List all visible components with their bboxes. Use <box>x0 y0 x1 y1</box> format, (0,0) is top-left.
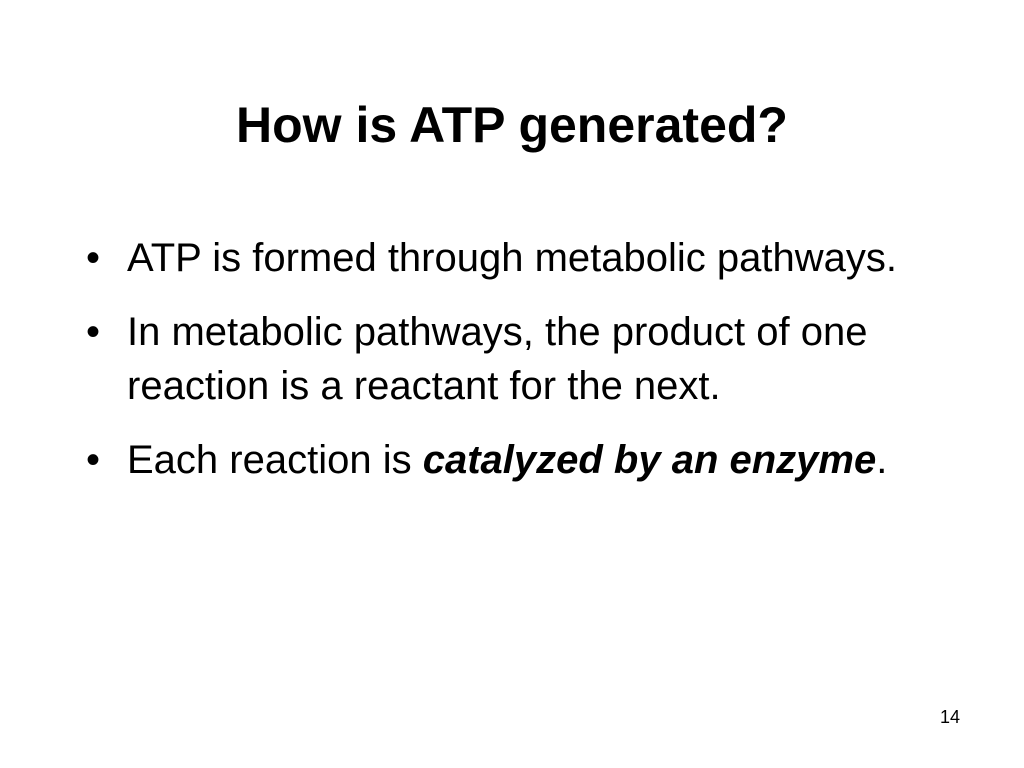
bullet-list <box>86 231 936 507</box>
bullet-text: In metabolic pathways, the product of one reaction is a reactant for the next. <box>127 310 868 408</box>
bullet-item-3 <box>86 433 936 487</box>
bullet-text: ATP is formed through metabolic pathways. <box>127 236 897 280</box>
bullet-text: Each reaction is <box>127 438 423 482</box>
slide-title: How is ATP generated? <box>236 97 788 153</box>
bullet-marker: • <box>86 438 101 482</box>
page-number: 14 <box>939 707 960 727</box>
bullet-item-2 <box>86 305 936 413</box>
bullet-marker: • <box>86 310 101 354</box>
bullet-text-end: . <box>876 438 888 482</box>
bullet-marker: • <box>86 236 101 280</box>
bullet-emphasis-text: catalyzed by an enzyme <box>422 438 877 482</box>
bullet-item-1 <box>86 231 936 285</box>
